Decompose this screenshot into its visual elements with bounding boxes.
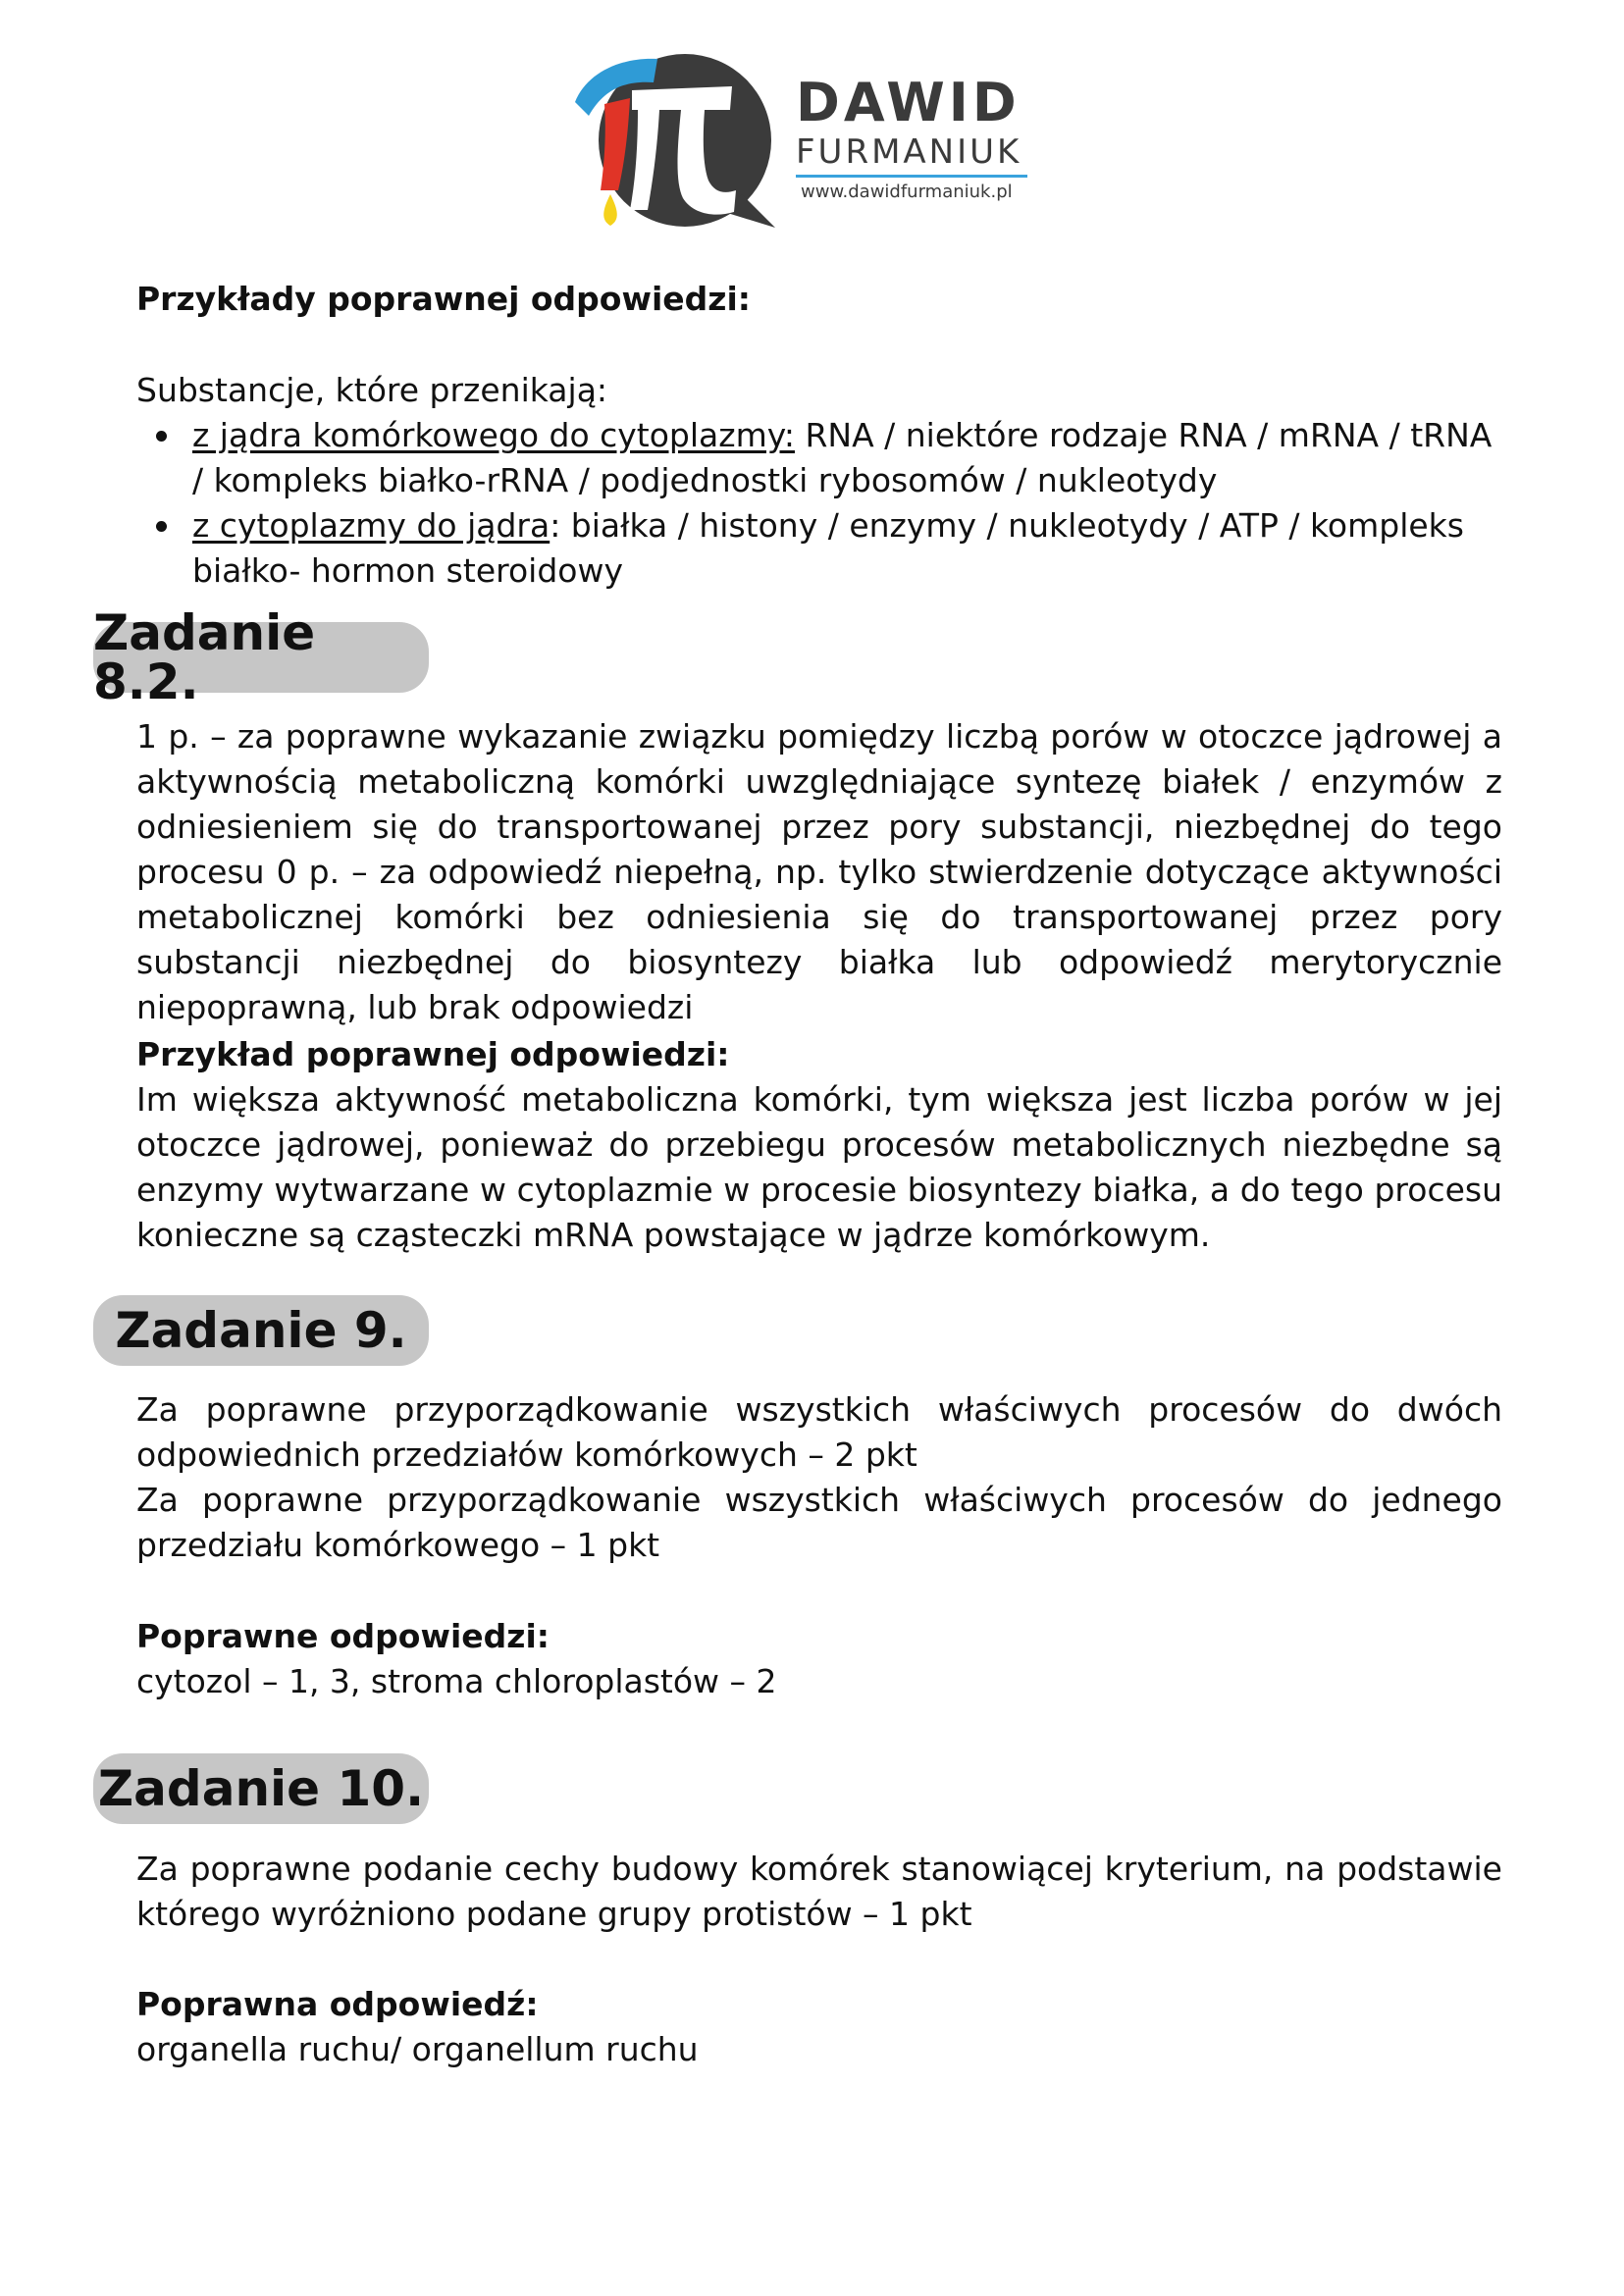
bullet-icon [156,521,167,532]
bullet-icon [156,431,167,442]
list-item-text: : białka / histony / enzymy / nukleotydy / ATP / kompleks białko- hormon steroidowy [192,506,1464,590]
task-9-answer-title: Poprawne odpowiedzi: [136,1617,550,1655]
task-9-answer-text: cytozol – 1, 3, stroma chloroplastów – 2 [136,1662,777,1700]
substances-list [136,413,1502,594]
list-item [136,413,1502,503]
task-10-criteria: Za poprawne podanie cechy budowy komórek stanowiącej kryterium, na podstawie którego wyróżniono podane grupy protistów – 1 pkt [136,1850,1502,1933]
logo-name-first: DAWID [796,72,1021,133]
task-10-heading: Zadanie 10. [93,1753,429,1824]
task-9-criteria-1: Za poprawne przyporządkowanie wszystkich właściwych procesów do dwóch odpowiednich przedziałów komórkowych – 2 pkt [136,1390,1502,1474]
logo-divider [796,175,1027,178]
task-8-2-example-text: Im większa aktywność metaboliczna komórki, tym większa jest liczba porów w jej otoczce jądrowej, ponieważ do przebiegu procesów metabolicznych niezbędne są enzymy wytwarzane w cytoplazmie w procesie biosyntezy białka, a do tego procesu konieczne są cząsteczki mRNA powstające w jądrze komórkowym. [136,1080,1502,1254]
logo-name-last: FURMANIUK [796,132,1022,172]
logo [567,47,1038,230]
task-10-answer-title: Poprawna odpowiedź: [136,1985,539,2023]
list-item [136,503,1502,594]
list-item-text: RNA / niektóre rodzaje RNA / mRNA / tRNA / kompleks białko-rRNA / podjednostki rybosomów / nukleotydy [192,416,1493,499]
task-10-answer-text: organella ruchu/ organellum ruchu [136,2030,699,2068]
task-8-2-heading: Zadanie 8.2. [93,622,429,693]
pi-logo-icon [567,47,783,230]
logo-url: www.dawidfurmaniuk.pl [801,182,1013,202]
task-8-2-criteria: 1 p. – za poprawne wykazanie związku pomiędzy liczbą porów w otoczce jądrowej a aktywnością metaboliczną komórki uwzględniające syntezę białek / enzymów z odniesieniem się do transportowanej przez pory substancji, niezbędnej do tego procesu 0 p. – za odpowiedź niepełną, np. tylko stwierdzenie dotyczące aktywności metabolicznej komórki bez odniesienia się do transportowanej przez pory substancji niezbędnej do biosyntezy białka lub odpowiedź merytorycznie niepoprawną, lub brak odpowiedzi [136,717,1502,1026]
list-item-label: z jądra komórkowego do cytoplazmy: [192,416,795,454]
task-9-criteria-2: Za poprawne przyporządkowanie wszystkich właściwych procesów do jednego przedziału komórkowego – 1 pkt [136,1481,1502,1564]
task-9-heading: Zadanie 9. [93,1295,429,1366]
section-a-title: Przykłady poprawnej odpowiedzi: [136,280,751,318]
section-a-intro: Substancje, które przenikają: [136,371,608,409]
task-8-2-example-title: Przykład poprawnej odpowiedzi: [136,1035,730,1073]
list-item-label: z cytoplazmy do jądra [192,506,550,545]
